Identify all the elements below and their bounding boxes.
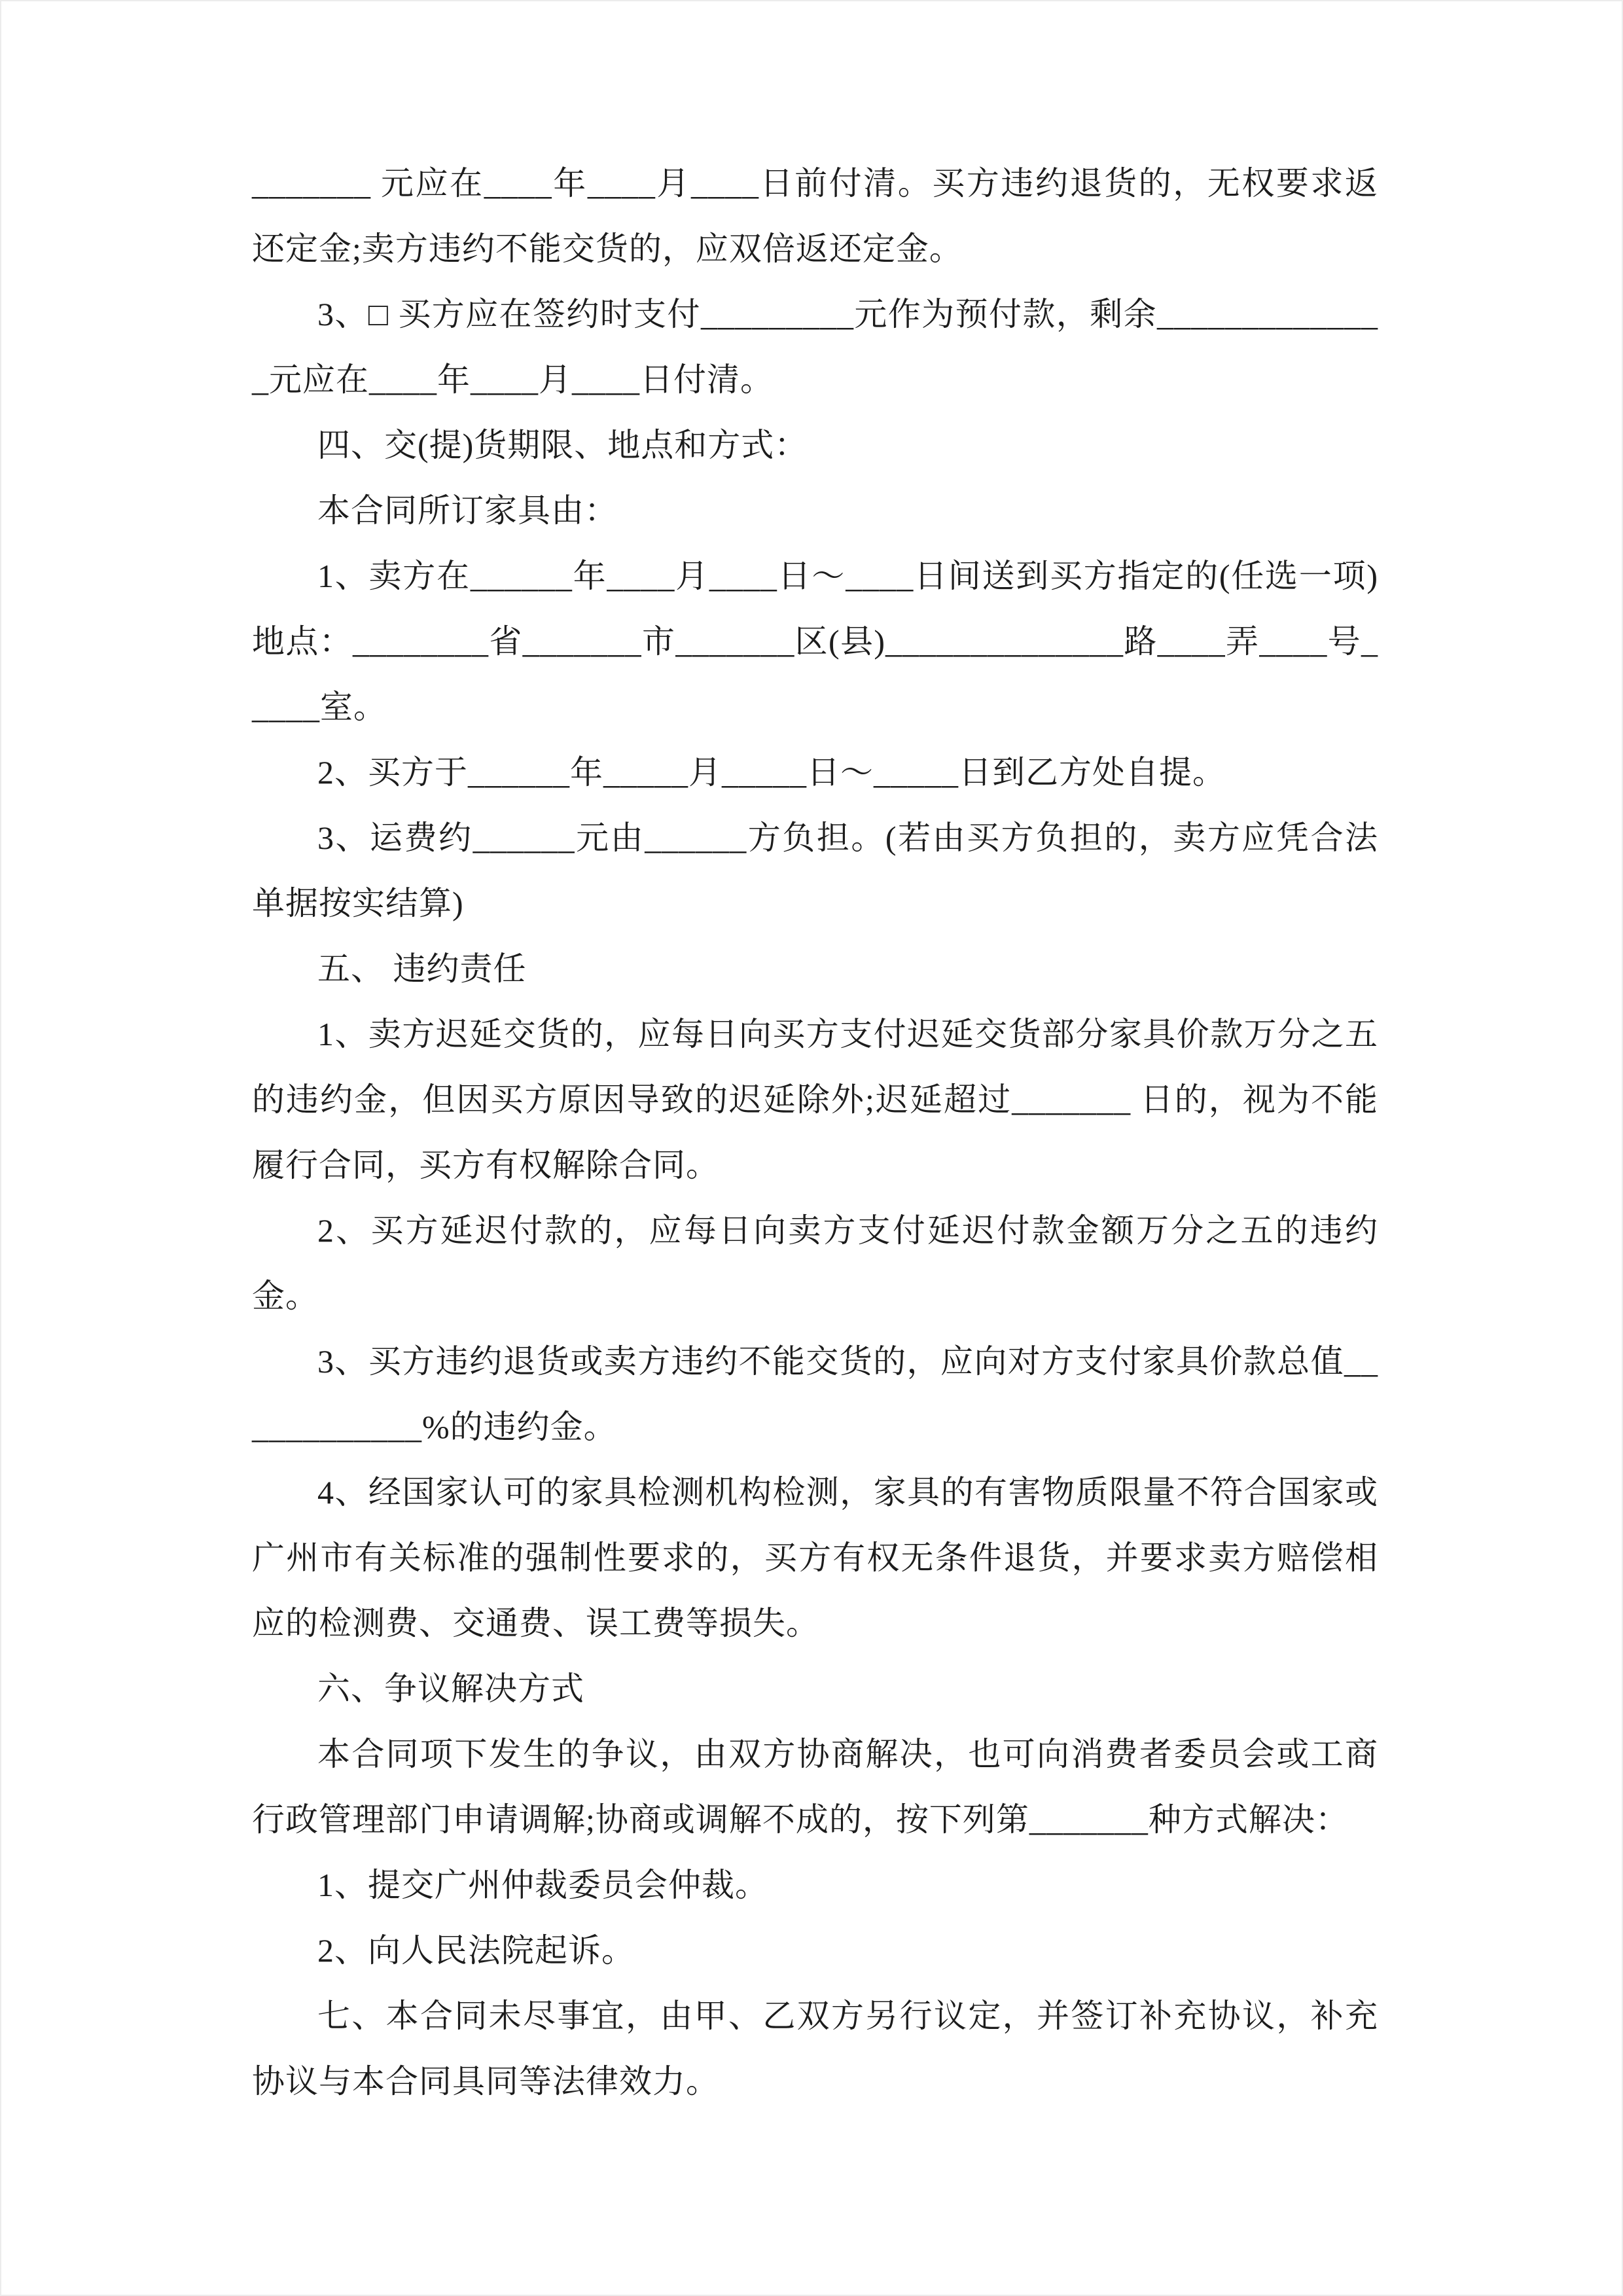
paragraph-delivery-address: 1、卖方在______年____月____日～____日间送到买方指定的(任选一项)地点：________省_______市_______区(县)______________路____弄____号_____室。 [252,558,1378,725]
paragraph-dispute-methods: 本合同项下发生的争议，由双方协商解决，也可向消费者委员会或工商行政管理部门申请调解;协商或调解不成的，按下列第_______种方式解决： [252,1736,1378,1838]
paragraph-self-pickup: 2、买方于______年_____月_____日～_____日到乙方处自提。 [317,754,1226,791]
paragraph-breach-penalty-percent: 3、买方违约退货或卖方违约不能交货的，应向对方支付家具价款总值____________%的违约金。 [252,1343,1378,1445]
paragraph-quality-inspection: 4、经国家认可的家具检测机构检测，家具的有害物质限量不符合国家或广州市有关标准的强制性要求的，买方有权无条件退货，并要求卖方赔偿相应的检测费、交通费、误工费等损失。 [252,1474,1378,1641]
paragraph-deposit-terms: _______ 元应在____年____月____日前付清。买方违约退货的，无权要求返还定金;卖方违约不能交货的，应双倍返还定金。 [252,165,1378,267]
paragraph-litigation: 2、向人民法院起诉。 [317,1932,635,1969]
paragraph-arbitration: 1、提交广州仲裁委员会仲裁。 [317,1867,768,1903]
paragraph-prepayment-option: 3、□ 买方应在签约时支付_________元作为预付款，剩余______________元应在____年____月____日付清。 [252,296,1378,398]
heading-section-5-breach: 五、 违约责任 [317,950,527,987]
paragraph-furniture-ordered: 本合同所订家具由： [317,492,618,529]
heading-section-4-delivery: 四、交(提)货期限、地点和方式： [317,427,808,463]
paragraph-buyer-late-payment: 2、买方延迟付款的，应每日向卖方支付延迟付款金额万分之五的违约金。 [252,1212,1378,1314]
heading-section-6-dispute: 六、争议解决方式 [317,1670,584,1707]
paragraph-freight-cost: 3、运费约______元由______方负担。(若由买方负担的，卖方应凭合法单据按实结算) [252,819,1378,922]
paragraph-seller-delay: 1、卖方迟延交货的，应每日向买方支付迟延交货部分家具价款万分之五的违约金，但因买方原因导致的迟延除外;迟延超过_______ 日的，视为不能履行合同，买方有权解除合同。 [252,1016,1378,1183]
paragraph-section-7-supplementary: 七、本合同未尽事宜，由甲、乙双方另行议定，并签订补充协议，补充协议与本合同具同等法律效力。 [252,1998,1378,2100]
